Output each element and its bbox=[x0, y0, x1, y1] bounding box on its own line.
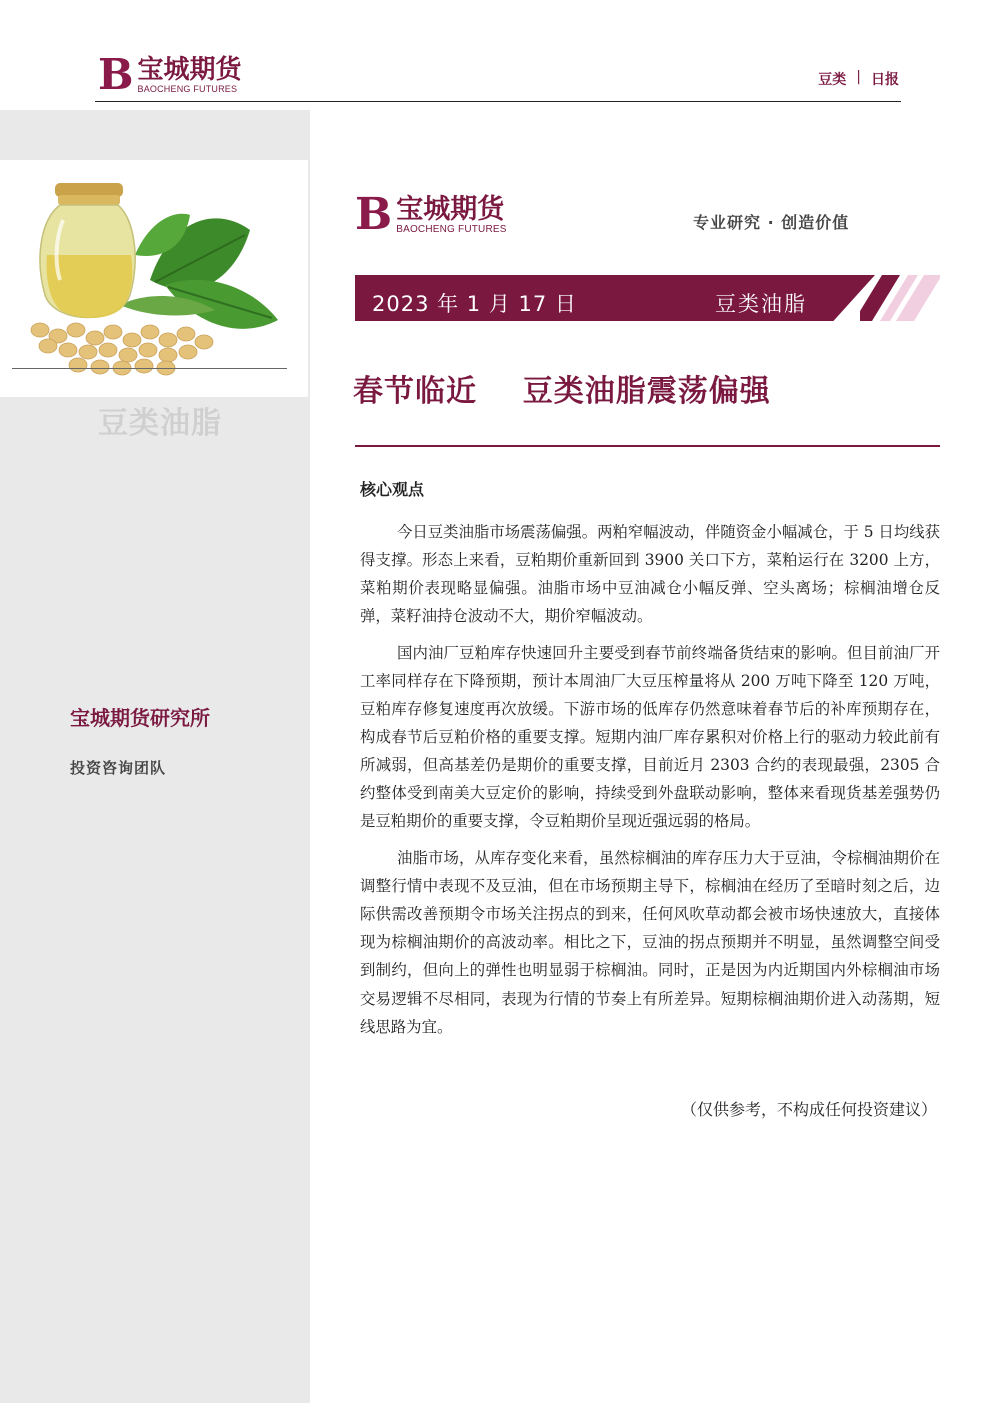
header-report-type: 日报 bbox=[871, 72, 899, 88]
sidebar bbox=[0, 110, 310, 1403]
cover-divider bbox=[12, 368, 287, 369]
brand-slogan: 专业研究 · 创造价值 bbox=[693, 213, 850, 232]
stripe-decoration bbox=[860, 275, 940, 321]
report-category: 豆类油脂 bbox=[715, 292, 807, 316]
body-paragraph: 国内油厂豆粕库存快速回升主要受到春节前终端备货结束的影响。但目前油厂开工率同样存在下降预期，预计本周油厂大豆压榨量将从 200 万吨下降至 120 万吨，豆粕库存修复速度再次放缓。下游市场的低库存仍然意味着春节后的补库预期存在，构成春节后豆粕价格的重要支撑。短期内油厂库存累积对价格上行的驱动力较此前有所减弱，但高基差仍是期价的重要支撑，目前近月 2303 合约的表现最强，2305 合约整体受到南美大豆定价的影响，持续受到外盘联动影响，整体来看现货基差强势仍是豆粕期价的重要支撑，令豆粕期价呈现近强远弱的格局。 bbox=[360, 643, 940, 831]
brand-logo-mark: B bbox=[355, 189, 393, 240]
soybean-oil-jar-image bbox=[0, 160, 308, 397]
header-logo bbox=[98, 50, 242, 99]
disclaimer: （仅供参考，不构成任何投资建议） bbox=[680, 1100, 937, 1119]
logo-text-en: BAOCHENG FUTURES bbox=[137, 83, 238, 94]
logo-mark: B bbox=[98, 50, 134, 99]
report-title: 春节临近 豆类油脂震荡偏强 bbox=[353, 374, 771, 409]
report-date: 2023 年 1 月 17 日 bbox=[372, 292, 577, 316]
core-view-heading: 核心观点 bbox=[360, 480, 425, 499]
body-paragraph: 今日豆类油脂市场震荡偏强。两粕窄幅波动，伴随资金小幅减仓，于 5 日均线获得支撑。形态上来看，豆粕期价重新回到 3900 关口下方，菜粕运行在 3200 上方，菜粕期价表现略显偏强。油脂市场中豆油减仓小幅反弹、空头离场；棕榈油增仓反弹，菜籽油持仓波动不大，期价窄幅波动。 bbox=[360, 523, 940, 626]
title-divider bbox=[355, 445, 940, 447]
header-report-label bbox=[818, 69, 899, 89]
cover-category-label: 豆类油脂 bbox=[98, 406, 222, 441]
header-category: 豆类 bbox=[818, 72, 847, 88]
cover-image-box bbox=[0, 160, 308, 397]
brand-logo-text-cn: 宝城期货 bbox=[396, 193, 505, 225]
body-paragraph: 油脂市场，从库存变化来看，虽然棕榈油的库存压力大于豆油，令棕榈油期价在调整行情中表现不及豆油，但在市场预期主导下，棕榈油在经历了至暗时刻之后，边际供需改善预期令市场关注拐点的到来，任何风吹草动都会被市场快速放大，直接体现为棕榈油期价的高波动率。相比之下，豆油的拐点预期并不明显，虽然调整空间受到制约，但向上的弹性也明显弱于棕榈油。同时，正是因为内近期国内外棕榈油市场交易逻辑不尽相同，表现为行情的节奏上有所差异。短期棕榈油期价进入动荡期，短线思路为宜。 bbox=[360, 849, 940, 1036]
brand-logo bbox=[355, 189, 507, 240]
brand-logo-text-en: BAOCHENG FUTURES bbox=[396, 223, 507, 235]
header-separator: | bbox=[856, 69, 861, 85]
date-banner bbox=[355, 275, 940, 321]
team-name: 投资咨询团队 bbox=[70, 759, 167, 777]
institute-name: 宝城期货研究所 bbox=[70, 706, 210, 730]
page-header bbox=[95, 52, 901, 102]
report-body bbox=[360, 518, 940, 1049]
logo-text-cn: 宝城期货 bbox=[137, 54, 242, 85]
